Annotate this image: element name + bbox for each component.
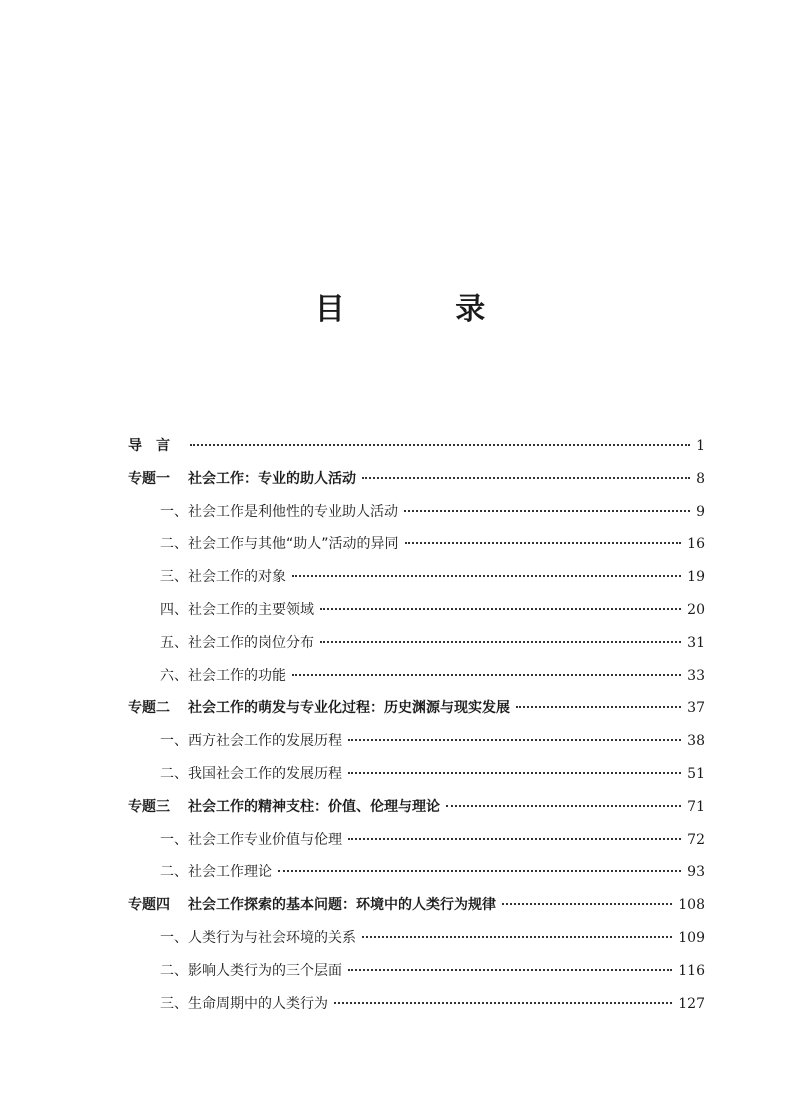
toc-entry-label: [128, 430, 184, 463]
toc-entry-title: 二、社会工作与其他“助人”活动的异同: [160, 536, 399, 553]
toc-page-number: 51: [687, 765, 705, 782]
toc-entry-title: 社会工作：专业的助人活动: [188, 470, 356, 487]
dot-leader: [362, 477, 690, 479]
dot-leader: [405, 542, 682, 544]
toc-entry-label: [160, 660, 286, 693]
toc-entry-title: 社会工作的萌发与专业化过程：历史渊源与现实发展: [188, 700, 510, 717]
dot-leader: [278, 870, 681, 872]
toc-entry-title: 一、西方社会工作的发展历程: [160, 733, 342, 750]
toc-page-number: 72: [687, 831, 705, 848]
toc-page-number: 127: [678, 995, 705, 1012]
dot-leader: [362, 936, 672, 938]
toc-section-entry[interactable]: [128, 922, 705, 955]
toc-entry-label: [160, 561, 286, 594]
toc-section-entry[interactable]: [128, 528, 705, 561]
toc-section-entry[interactable]: [128, 496, 705, 529]
dot-leader: [334, 1002, 672, 1004]
dot-leader: [348, 969, 672, 971]
toc-chapter-entry[interactable]: [128, 430, 705, 463]
dot-leader: [320, 641, 681, 643]
toc-entry-label: [160, 627, 314, 660]
toc-page-number: 109: [678, 929, 705, 946]
toc-page-number: 8: [696, 470, 705, 487]
toc-entry-label: [160, 758, 342, 791]
toc-entry-title: 六、社会工作的功能: [160, 667, 286, 684]
toc-page-number: 33: [687, 667, 705, 684]
toc-entry-label: [128, 889, 496, 922]
toc-section-entry[interactable]: [128, 758, 705, 791]
dot-leader: [446, 805, 681, 807]
toc-entry-title: 五、社会工作的岗位分布: [160, 634, 314, 651]
toc-entry-label: [160, 856, 272, 889]
table-of-contents: [128, 430, 705, 1020]
toc-page-number: 93: [687, 864, 705, 881]
dot-leader: [292, 575, 681, 577]
toc-section-entry[interactable]: [128, 627, 705, 660]
toc-entry-label: [160, 528, 399, 561]
toc-page-number: 31: [687, 634, 705, 651]
dot-leader: [292, 674, 681, 676]
toc-section-entry[interactable]: [128, 725, 705, 758]
toc-entry-label: [160, 922, 356, 955]
dot-leader: [320, 608, 681, 610]
toc-section-entry[interactable]: [128, 824, 705, 857]
toc-entry-title: 二、我国社会工作的发展历程: [160, 765, 342, 782]
toc-chapter-entry[interactable]: [128, 692, 705, 725]
toc-entry-label: [128, 791, 440, 824]
toc-entry-title: 社会工作的精神支柱：价值、伦理与理论: [188, 798, 440, 815]
dot-leader: [348, 739, 681, 741]
dot-leader: [404, 510, 690, 512]
toc-entry-label: [160, 988, 328, 1021]
toc-entry-title: 四、社会工作的主要领域: [160, 601, 314, 618]
toc-entry-title: 一、社会工作专业价值与伦理: [160, 831, 342, 848]
toc-section-entry[interactable]: [128, 955, 705, 988]
toc-entry-label: [160, 955, 342, 988]
toc-entry-prefix: 专题三: [128, 798, 170, 815]
toc-entry-title: 一、社会工作是利他性的专业助人活动: [160, 503, 398, 520]
toc-entry-title: 二、影响人类行为的三个层面: [160, 962, 342, 979]
toc-entry-label: [160, 725, 342, 758]
toc-page-number: 20: [687, 601, 705, 618]
toc-entry-title: 三、生命周期中的人类行为: [160, 995, 328, 1012]
toc-page-number: 71: [687, 798, 705, 815]
toc-chapter-entry[interactable]: [128, 463, 705, 496]
toc-page-number: 19: [687, 569, 705, 586]
toc-section-entry[interactable]: [128, 561, 705, 594]
toc-entry-label: [160, 824, 342, 857]
toc-page-number: 116: [678, 962, 705, 979]
toc-page-number: 1: [696, 438, 705, 454]
toc-entry-title: 一、人类行为与社会环境的关系: [160, 929, 356, 946]
toc-section-entry[interactable]: [128, 856, 705, 889]
toc-entry-prefix: 专题二: [128, 700, 170, 717]
toc-entry-title: 二、社会工作理论: [160, 864, 272, 881]
toc-section-entry[interactable]: [128, 660, 705, 693]
toc-entry-label: [160, 496, 398, 529]
toc-page-number: 9: [696, 503, 705, 520]
toc-entry-label: [128, 692, 510, 725]
toc-chapter-entry[interactable]: [128, 791, 705, 824]
toc-entry-label: [128, 463, 356, 496]
toc-entry-prefix: 专题四: [128, 897, 170, 914]
dot-leader: [348, 772, 681, 774]
toc-page-number: 37: [687, 700, 705, 717]
toc-section-entry[interactable]: [128, 594, 705, 627]
toc-chapter-entry[interactable]: [128, 889, 705, 922]
toc-entry-prefix: 专题一: [128, 470, 170, 487]
toc-entry-label: [160, 594, 314, 627]
toc-page-number: 16: [687, 536, 705, 553]
dot-leader: [190, 444, 690, 446]
toc-entry-prefix: 导言: [128, 438, 184, 454]
toc-page-number: 38: [687, 733, 705, 750]
dot-leader: [502, 903, 672, 905]
page-title: 目 录: [314, 292, 536, 327]
toc-entry-title: 三、社会工作的对象: [160, 569, 286, 586]
dot-leader: [348, 838, 681, 840]
toc-page-number: 108: [678, 897, 705, 914]
toc-entry-title: 社会工作探索的基本问题：环境中的人类行为规律: [188, 897, 496, 914]
toc-section-entry[interactable]: [128, 988, 705, 1021]
dot-leader: [516, 706, 681, 708]
